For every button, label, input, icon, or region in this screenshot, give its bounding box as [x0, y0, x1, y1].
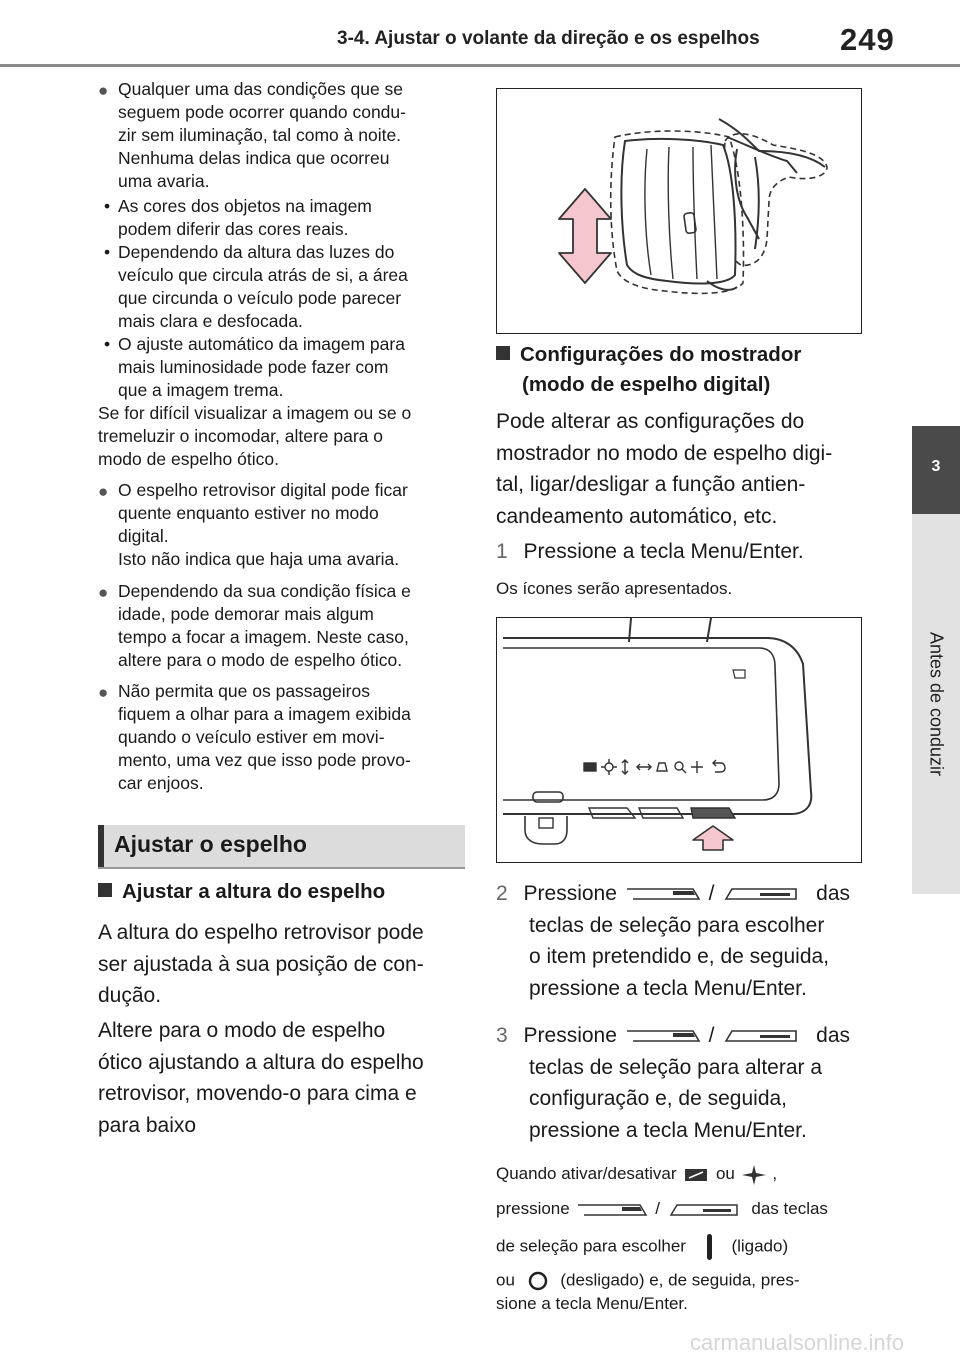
text-line: configuração e, de seguida, — [529, 1087, 788, 1110]
page-number: 249 — [840, 22, 895, 57]
watermark: carmanualsonline.info — [690, 1330, 905, 1355]
text-line: Pode alterar as configurações do — [496, 410, 805, 433]
on-indicator-icon — [691, 1232, 727, 1262]
up-select-key-icon — [623, 1029, 703, 1043]
bullet-icon: ● — [98, 482, 109, 501]
zoom-icon — [675, 762, 683, 770]
subheading-display-settings: Configurações do mostrador (modo de espelho digital) — [496, 340, 866, 400]
section-underline — [98, 867, 465, 869]
step-number: 2 — [496, 882, 508, 905]
menu-icons-row — [584, 759, 725, 775]
back-icon — [713, 760, 725, 772]
paragraph-2 — [98, 1015, 478, 1141]
bullet-icon: ● — [98, 81, 109, 100]
text-line: Altere para o modo de espelho — [98, 1019, 386, 1042]
text-line: seguem pode ocorrer quando condu- — [118, 102, 406, 122]
text-line: Dependendo da sua condição física e — [118, 581, 411, 601]
square-bullet-icon — [98, 883, 112, 897]
text-line: Dependendo da altura das luzes do — [118, 242, 395, 262]
section-heading-bar — [98, 825, 465, 867]
mirror-display-illustration — [497, 618, 861, 862]
subheading-mirror-height: Ajustar a altura do espelho — [98, 877, 385, 907]
text-line: pressione a tecla Menu/Enter. — [529, 976, 807, 1000]
bullet-icon: ● — [98, 583, 109, 602]
text-line: para baixo — [98, 1113, 197, 1137]
mirror-mode-icon — [584, 763, 596, 771]
sub-item-2: • Dependendo da altura das luzes do veículo que circula atrás de si, a área que circunda o veículo pode parecer mais clara e desfocada. — [98, 241, 468, 333]
paragraph-1 — [98, 917, 478, 1012]
step-2: 2 Pressione / das teclas de seleção para escolher o item pretendido e, de seguida, pressione a tecla Menu/Enter. — [496, 878, 876, 1004]
text-line: car enjoos. — [118, 773, 204, 793]
chapter-number: 3 — [931, 458, 941, 475]
mirror-height-illustration — [497, 89, 861, 333]
text-line: A altura do espelho retrovisor pode — [98, 921, 424, 944]
chapter-title: Antes de conduzir — [926, 631, 947, 777]
text-line: tremeluzir o incomodar, altere para o — [98, 426, 383, 446]
text-line: que a imagem trema. — [118, 380, 284, 400]
text-line: veículo que circula atrás de si, a área — [118, 265, 408, 285]
square-bullet-icon — [496, 346, 510, 360]
brightness-icon — [605, 763, 613, 771]
text-line: que circunda o veículo pode parecer — [118, 288, 402, 308]
down-select-key-icon — [665, 1203, 741, 1217]
text-line: mais luminosidade pode fazer com — [118, 357, 389, 377]
text-line: Não permita que os passageiros — [118, 681, 370, 701]
step-number: 3 — [496, 1024, 508, 1047]
text-line: tal, ligar/desligar a função antien- — [496, 473, 806, 496]
horizontal-adjust-icon — [637, 764, 651, 770]
text-line: Qualquer uma das condições que se — [118, 79, 404, 99]
step-1-note: Os ícones serão apresentados. — [496, 579, 733, 598]
up-down-arrow-icon — [559, 189, 611, 283]
text-line: ser ajustada à sua posição de con- — [98, 952, 424, 976]
figure-mirror-display — [496, 617, 862, 863]
text-line: zir sem iluminação, tal como à noite. — [118, 125, 402, 145]
note-bullet-4 — [98, 680, 468, 795]
note-bullet-3 — [98, 580, 468, 672]
text-line: fiquem a olhar para a imagem exibida — [118, 704, 411, 724]
text-line: o item pretendido e, de seguida, — [529, 945, 830, 968]
intro-paragraph — [496, 406, 876, 532]
text-line: As cores dos objetos na imagem — [118, 196, 372, 216]
text-line: tempo a focar a imagem. Neste caso, — [118, 627, 409, 647]
anti-glare-icon — [740, 1163, 768, 1187]
text-line: quando o veículo estiver em movi- — [118, 727, 385, 747]
bullet-icon: ● — [98, 683, 109, 702]
header-rule — [0, 64, 960, 67]
section-title: 3-4. Ajustar o volante da direção e os espelhos — [337, 28, 760, 49]
step-3: 3 Pressione / das teclas de seleção para alterar a configuração e, de seguida, pressione a tecla Menu/Enter. — [496, 1020, 876, 1146]
down-select-key-icon — [720, 1029, 800, 1043]
sub-item-1: • As cores dos objetos na imagem podem diferir das cores reais. — [98, 195, 468, 241]
text-line: Nenhuma delas indica que ocorreu — [118, 148, 390, 168]
down-select-key-icon — [720, 887, 800, 901]
up-select-key-icon — [574, 1203, 650, 1217]
text-line: uma avaria. — [118, 171, 210, 191]
up-arrow-icon — [693, 826, 733, 850]
text-line: Se for difícil visualizar a imagem ou se o — [98, 403, 412, 423]
text-line: pressione a tecla Menu/Enter. — [529, 1118, 807, 1142]
text-line: retrovisor, movendo-o para cima e — [98, 1082, 417, 1105]
text-line: mento, uma vez que isso pode provo- — [118, 750, 411, 770]
section-heading: Ajustar o espelho — [114, 831, 307, 857]
text-line: dução. — [98, 984, 162, 1007]
text-line: teclas de seleção para alterar a — [529, 1055, 823, 1079]
mirror-mode-icon — [681, 1165, 711, 1185]
up-select-key-icon — [623, 887, 703, 901]
off-indicator-icon — [520, 1268, 556, 1294]
text-line: mostrador no modo de espelho digi- — [496, 441, 833, 465]
note-bullet-1 — [98, 78, 468, 193]
note-paragraph — [98, 402, 468, 471]
text-line: ótico ajustando a altura do espelho — [98, 1050, 424, 1074]
text-line: O espelho retrovisor digital pode ficar — [118, 480, 408, 500]
text-line: mais clara e desfocada. — [118, 311, 303, 331]
sub-item-3: • O ajuste automático da imagem para mais luminosidade pode fazer com que a imagem trema. — [98, 333, 468, 402]
text-line: altere para o modo de espelho ótico. — [118, 650, 403, 670]
final-note: Quando ativar/desativar ou , pressione / das teclas de seleção para escolher (ligado) ou (desligado) e, de seguida, pres- sione a tecla Menu/Enter. — [496, 1164, 828, 1313]
step-text: Pressione a tecla Menu/Enter. — [523, 540, 804, 563]
text-line: Isto não indica que haja uma avaria. — [118, 549, 400, 569]
vertical-adjust-icon — [622, 760, 628, 774]
step-number: 1 — [496, 540, 508, 563]
step-1 — [496, 536, 804, 568]
text-line: teclas de seleção para escolher — [529, 913, 825, 937]
text-line: idade, pode demorar mais algum — [118, 604, 374, 624]
camera-icon — [657, 763, 667, 771]
text-line: digital. — [118, 526, 169, 546]
figure-mirror-height — [496, 88, 862, 334]
text-line: quente enquanto estiver no modo — [118, 503, 379, 523]
text-line: candeamento automático, etc. — [496, 504, 778, 528]
text-line: O ajuste automático da imagem para — [118, 334, 405, 354]
text-line: podem diferir das cores reais. — [118, 219, 349, 239]
anti-glare-icon — [691, 761, 703, 773]
text-line: modo de espelho ótico. — [98, 449, 279, 469]
note-bullet-2 — [98, 479, 468, 571]
